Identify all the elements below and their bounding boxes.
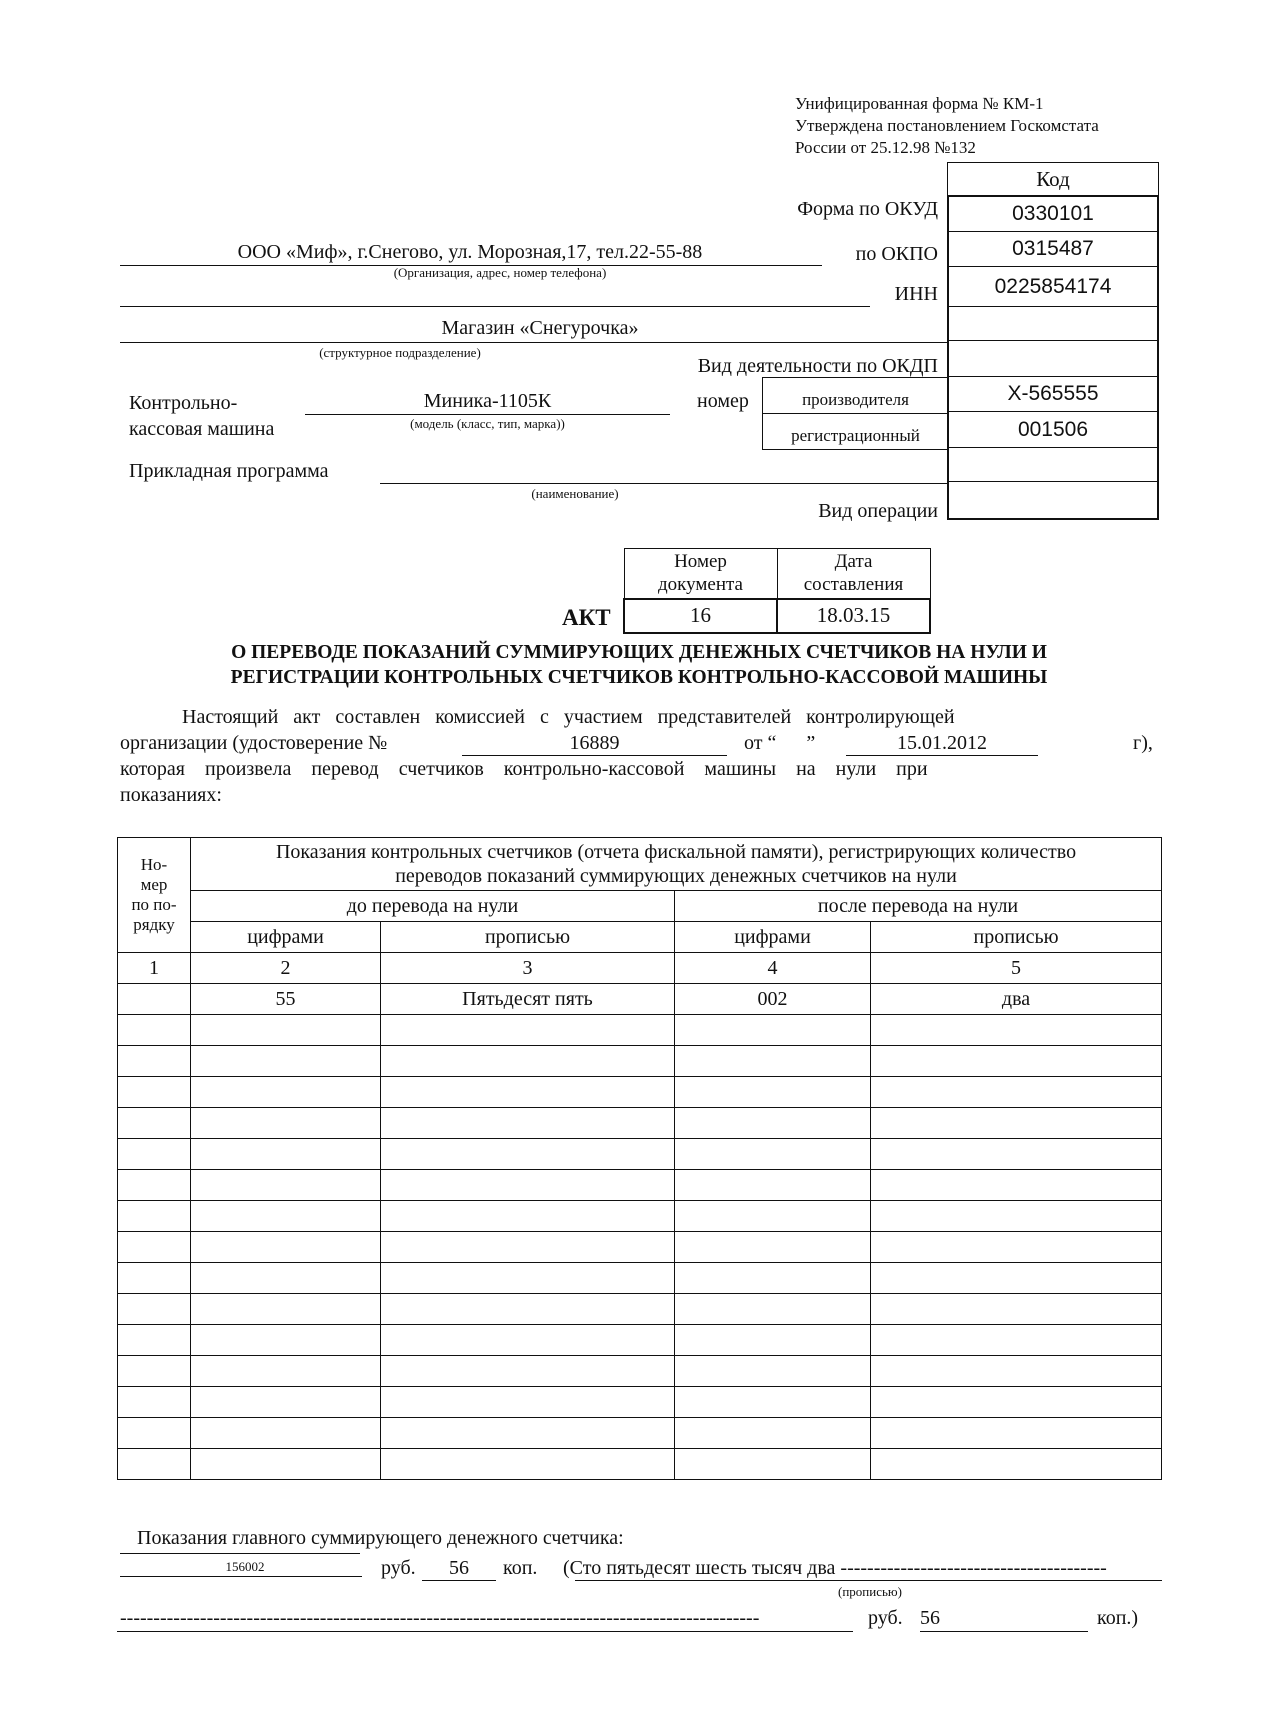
document-table: [623, 548, 931, 634]
table-cell: [381, 1294, 675, 1325]
table-row: [118, 1232, 1162, 1263]
table-cell: [118, 1418, 191, 1449]
col-index-5: 5: [871, 953, 1162, 984]
table-cell: [675, 1263, 871, 1294]
table-cell: [675, 1201, 871, 1232]
kkm-label-line2: кассовая машина: [129, 418, 275, 440]
table-cell: [675, 1077, 871, 1108]
footer-words: (Сто пятьдесят шесть тысяч два ----------------------------------------: [563, 1557, 1107, 1579]
table-cell: [381, 1046, 675, 1077]
department-value: Магазин «Снегурочка»: [441, 317, 639, 339]
table-cell: [675, 1232, 871, 1263]
table-cell: [675, 1170, 871, 1201]
table-cell: [381, 1201, 675, 1232]
body-line4: показаниях:: [120, 784, 222, 806]
footer-dashes: ------------------------------------------------------------------------------------------------: [120, 1607, 760, 1629]
table-cell: [675, 1325, 871, 1356]
table-cell: [675, 1356, 871, 1387]
table-cell: [191, 1356, 381, 1387]
table-cell: [381, 1263, 675, 1294]
table-cell: [118, 1139, 191, 1170]
table-cell: [118, 984, 191, 1015]
table-cell: [191, 1201, 381, 1232]
table-cell: [191, 1108, 381, 1139]
table-cell: [381, 1232, 675, 1263]
table-row: [118, 1294, 1162, 1325]
before-digits-head: цифрами: [191, 922, 381, 953]
table-cell: [871, 1201, 1162, 1232]
table-cell: [871, 1077, 1162, 1108]
act-title: [117, 640, 1161, 690]
footer-rub2: руб.: [868, 1607, 903, 1629]
okpo-label: по ОКПО: [855, 243, 938, 265]
table-cell: [675, 1108, 871, 1139]
table-row: [118, 1418, 1162, 1449]
kkm-caption: (модель (класс, тип, марка)): [410, 416, 565, 431]
number-label: номер: [697, 390, 749, 412]
act-title-line1: О ПЕРЕВОДЕ ПОКАЗАНИЙ СУММИРУЮЩИХ ДЕНЕЖНЫХ СЧЕТЧИКОВ НА НУЛИ И: [231, 642, 1047, 663]
table-cell: [118, 1449, 191, 1480]
table-cell: [191, 1325, 381, 1356]
registration-number: 001506: [949, 412, 1157, 448]
table-row: [118, 1139, 1162, 1170]
certificate-date: 15.01.2012: [897, 732, 987, 754]
inn-value: 0225854174: [949, 267, 1157, 307]
table-cell: [381, 1015, 675, 1046]
after-zero-head: после перевода на нули: [675, 891, 1162, 922]
table-cell: 55: [191, 984, 381, 1015]
table-cell: [191, 1046, 381, 1077]
footer-kop: коп.: [503, 1557, 538, 1579]
table-cell: [191, 1077, 381, 1108]
col-index-3: 3: [381, 953, 675, 984]
table-cell: [871, 1356, 1162, 1387]
table-cell: [118, 1077, 191, 1108]
table-cell: [191, 1170, 381, 1201]
body-line2-end: г),: [1133, 732, 1153, 754]
okdp-label: Вид деятельности по ОКДП: [697, 355, 938, 377]
before-zero-head: до перевода на нули: [191, 891, 675, 922]
footer-words-caption: (прописью): [838, 1584, 902, 1599]
table-row: [118, 1108, 1162, 1139]
table-row: [118, 1325, 1162, 1356]
table-row: [118, 1170, 1162, 1201]
table-cell: [675, 1139, 871, 1170]
kkm-model-value: Миника-1105К: [423, 390, 552, 412]
act-label: АКТ: [562, 605, 611, 630]
operation-label: Вид операции: [818, 500, 938, 522]
table-cell: [118, 1356, 191, 1387]
after-words-head: прописью: [871, 922, 1162, 953]
table-row: [118, 1201, 1162, 1232]
table-cell: [381, 1139, 675, 1170]
kkm-label: [129, 390, 274, 442]
table-cell: [381, 1387, 675, 1418]
col-index-1: 1: [118, 953, 191, 984]
table-row: [118, 1015, 1162, 1046]
footer-kop-value: 56: [449, 1557, 469, 1579]
document-date-head-line1: Дата: [834, 551, 873, 573]
table-cell: [871, 1418, 1162, 1449]
table-cell: [871, 1139, 1162, 1170]
table-row: [118, 1046, 1162, 1077]
table-cell: [381, 1325, 675, 1356]
footer-kop2: коп.): [1097, 1607, 1139, 1629]
table-cell: [191, 1294, 381, 1325]
table-cell: [675, 1294, 871, 1325]
organization-caption: (Организация, адрес, номер телефона): [393, 265, 607, 280]
table-cell: [871, 1294, 1162, 1325]
operation-value: [949, 482, 1157, 518]
table-cell: [871, 1046, 1162, 1077]
table-cell: [381, 1449, 675, 1480]
number-labels-box: [762, 377, 948, 450]
table-row: [118, 984, 1162, 1015]
document-number-head-line1: Номер: [674, 551, 727, 573]
counters-table: [117, 837, 1162, 1480]
manufacturer-number: Х-565555: [949, 377, 1157, 412]
table-cell: [381, 1170, 675, 1201]
table-cell: два: [871, 984, 1162, 1015]
col-index-2: 2: [191, 953, 381, 984]
table-row: [118, 1356, 1162, 1387]
program-label: Прикладная программа: [129, 460, 329, 482]
act-title-line2: РЕГИСТРАЦИИ КОНТРОЛЬНЫХ СЧЕТЧИКОВ КОНТРОЛЬНО-КАССОВОЙ МАШИНЫ: [230, 667, 1048, 688]
code-table: [947, 162, 1159, 520]
col-number-head: Но- мер по по- рядку: [118, 838, 191, 953]
table-cell: [381, 1077, 675, 1108]
document-date-head: [777, 549, 930, 599]
document-date-head-line2: составления: [803, 574, 904, 596]
table-cell: [118, 1387, 191, 1418]
okdp-value: [949, 341, 1157, 377]
inn-label: ИНН: [894, 283, 938, 305]
table-cell: [675, 1046, 871, 1077]
table-row: [118, 1077, 1162, 1108]
main-counter-amount: 156002: [225, 1559, 265, 1574]
table-cell: [675, 1418, 871, 1449]
before-words-head: прописью: [381, 922, 675, 953]
table-cell: [381, 1356, 675, 1387]
body-line2-start: организации (удостоверение №: [120, 732, 388, 754]
footer-label: Показания главного суммирующего денежного счетчика:: [137, 1527, 624, 1549]
body-line1: Настоящий акт составлен комиссией с участием представителей контролирующей: [182, 706, 955, 728]
table-cell: [118, 1263, 191, 1294]
manufacturer-label: производителя: [763, 378, 948, 414]
table-cell: [675, 1449, 871, 1480]
department-caption: (структурное подразделение): [319, 345, 481, 360]
table-cell: [118, 1108, 191, 1139]
table-cell: 002: [675, 984, 871, 1015]
table-cell: [871, 1387, 1162, 1418]
form-header-line1: Унифицированная форма № КМ-1: [795, 94, 1044, 113]
table-cell: [118, 1201, 191, 1232]
program-code-cell: [949, 448, 1157, 482]
program-caption: (наименование): [531, 486, 619, 501]
table-cell: [118, 1232, 191, 1263]
table-cell: [871, 1232, 1162, 1263]
table-cell: [675, 1387, 871, 1418]
table-row: [118, 1449, 1162, 1480]
organization-value: ООО «Миф», г.Снегово, ул. Морозная,17, тел.22-55-88: [237, 241, 703, 263]
form-header: [795, 93, 1099, 159]
table-cell: [871, 1263, 1162, 1294]
table-cell: [191, 1015, 381, 1046]
table-cell: [191, 1418, 381, 1449]
footer-kop-value2: 56: [920, 1607, 940, 1629]
table-cell: [381, 1418, 675, 1449]
document-number-head-line2: документа: [658, 574, 743, 596]
okud-value: 0330101: [949, 197, 1157, 232]
empty-code-cell: [949, 307, 1157, 341]
footer-rub: руб.: [381, 1557, 416, 1579]
form-header-line3: России от 25.12.98 №132: [795, 138, 976, 157]
table-cell: [118, 1294, 191, 1325]
document-number: 16: [624, 599, 777, 633]
registration-label: регистрационный: [791, 426, 920, 445]
table-cell: [118, 1170, 191, 1201]
table-cell: [871, 1170, 1162, 1201]
table-cell: Пятьдесят пять: [381, 984, 675, 1015]
kkm-label-line1: Контрольно-: [129, 392, 238, 414]
after-digits-head: цифрами: [675, 922, 871, 953]
table-cell: [871, 1015, 1162, 1046]
okud-label: Форма по ОКУД: [797, 198, 938, 220]
form-header-line2: Утверждена постановлением Госкомстата: [795, 116, 1099, 135]
table-cell: [191, 1387, 381, 1418]
table-cell: [191, 1449, 381, 1480]
document-date: 18.03.15: [777, 599, 930, 633]
document-number-head: [624, 549, 777, 599]
col-index-4: 4: [675, 953, 871, 984]
table-cell: [675, 1015, 871, 1046]
code-table-head: Код: [947, 162, 1159, 195]
table-row: [118, 1263, 1162, 1294]
main-head: Показания контрольных счетчиков (отчета фискальной памяти), регистрирующих количество переводов показаний суммирующих денежных счетчиков на нули: [191, 838, 1162, 891]
table-cell: [871, 1449, 1162, 1480]
table-cell: [191, 1139, 381, 1170]
body-line3: которая произвела перевод счетчиков контрольно-кассовой машины на нули при: [120, 758, 928, 780]
table-cell: [191, 1232, 381, 1263]
table-cell: [381, 1108, 675, 1139]
table-cell: [118, 1325, 191, 1356]
table-cell: [871, 1325, 1162, 1356]
table-row: [118, 1387, 1162, 1418]
table-cell: [871, 1108, 1162, 1139]
table-cell: [191, 1263, 381, 1294]
table-cell: [118, 1015, 191, 1046]
table-cell: [118, 1046, 191, 1077]
body-line2-mid: от “ ”: [744, 732, 816, 754]
certificate-number: 16889: [569, 732, 620, 754]
okpo-value: 0315487: [949, 232, 1157, 267]
